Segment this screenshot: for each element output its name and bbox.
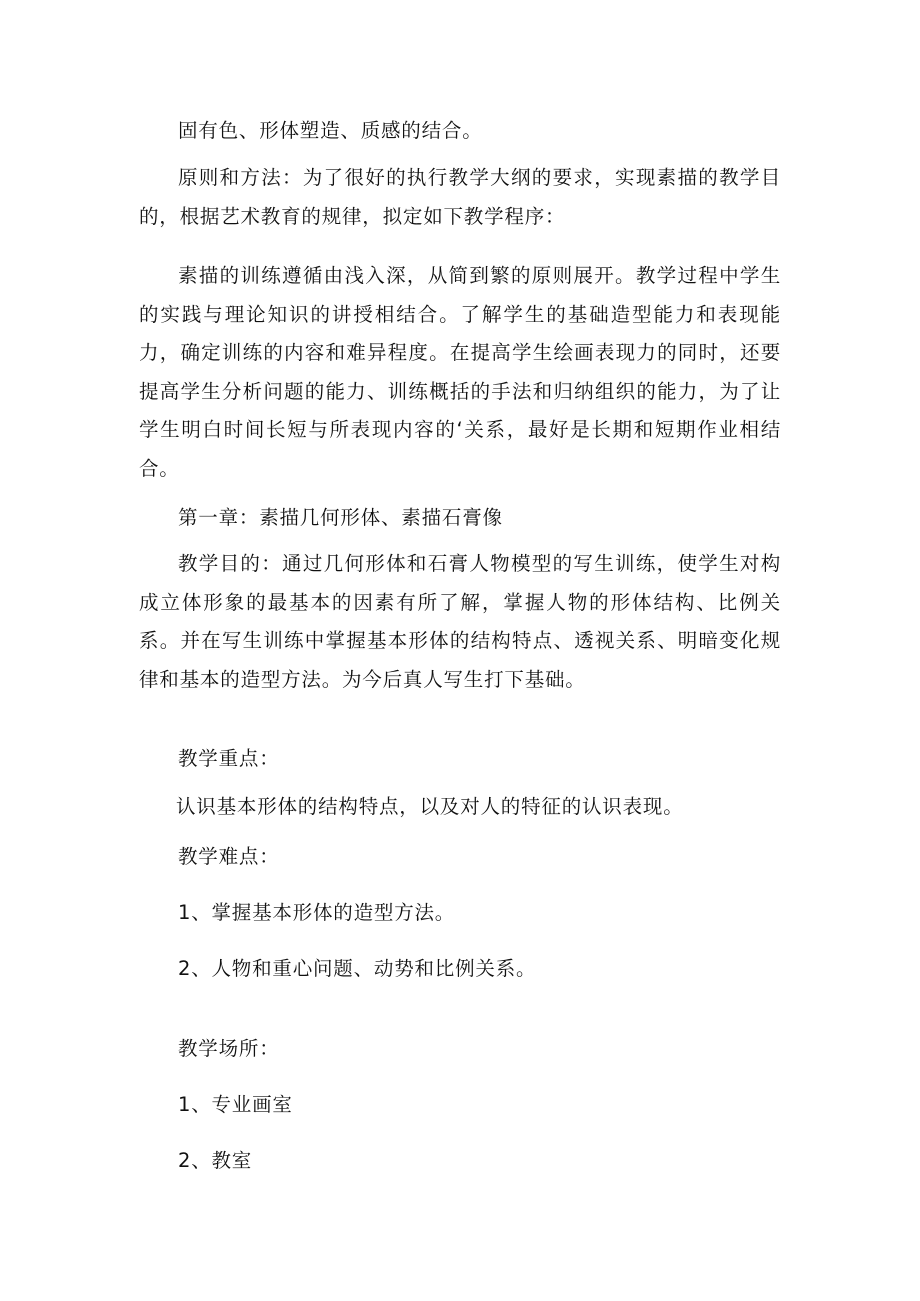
difficulty-item-2: 2、人物和重心问题、动势和比例关系。 [178,957,537,980]
heading-venues: 教学场所： [178,1037,280,1060]
chapter-heading: 第一章：素描几何形体、素描石膏像 [178,506,503,529]
paragraph-key-points: 认识基本形体的结构特点，以及对人的特征的认识表现。 [176,795,684,818]
heading-key-points: 教学重点： [178,747,280,770]
paragraph-teaching-goal: 教学目的：通过几何形体和石膏人物模型的写生训练，使学生对构成立体形象的最基本的因素有所了解，掌握人物的形体结构、比例关系。并在写生训练中掌握基本形体的结构特点、透视关系、明暗变化规律和基本的造型方法。为今后真人写生打下基础。 [139,552,781,691]
heading-difficulties: 教学难点： [178,845,280,868]
paragraph-summary: 固有色、形体塑造、质感的结合。 [178,119,483,142]
difficulty-item-1: 1、掌握基本形体的造型方法。 [178,901,456,924]
venue-item-2: 2、教室 [178,1149,253,1172]
venue-item-1: 1、专业画室 [178,1093,293,1116]
paragraph-training: 素描的训练遵循由浅入深，从简到繁的原则展开。教学过程中学生的实践与理论知识的讲授相结合。了解学生的基础造型能力和表现能力，确定训练的内容和难异程度。在提高学生绘画表现力的同时，还要提高学生分析问题的能力、训练概括的手法和归纳组织的能力，为了让学生明白时间长短与所表现内容的‘关系，最好是长期和短期作业相结合。 [139,264,781,480]
paragraph-principles: 原则和方法：为了很好的执行教学大纲的要求，实现素描的教学目的，根据艺术教育的规律，拟定如下教学程序： [139,166,781,228]
